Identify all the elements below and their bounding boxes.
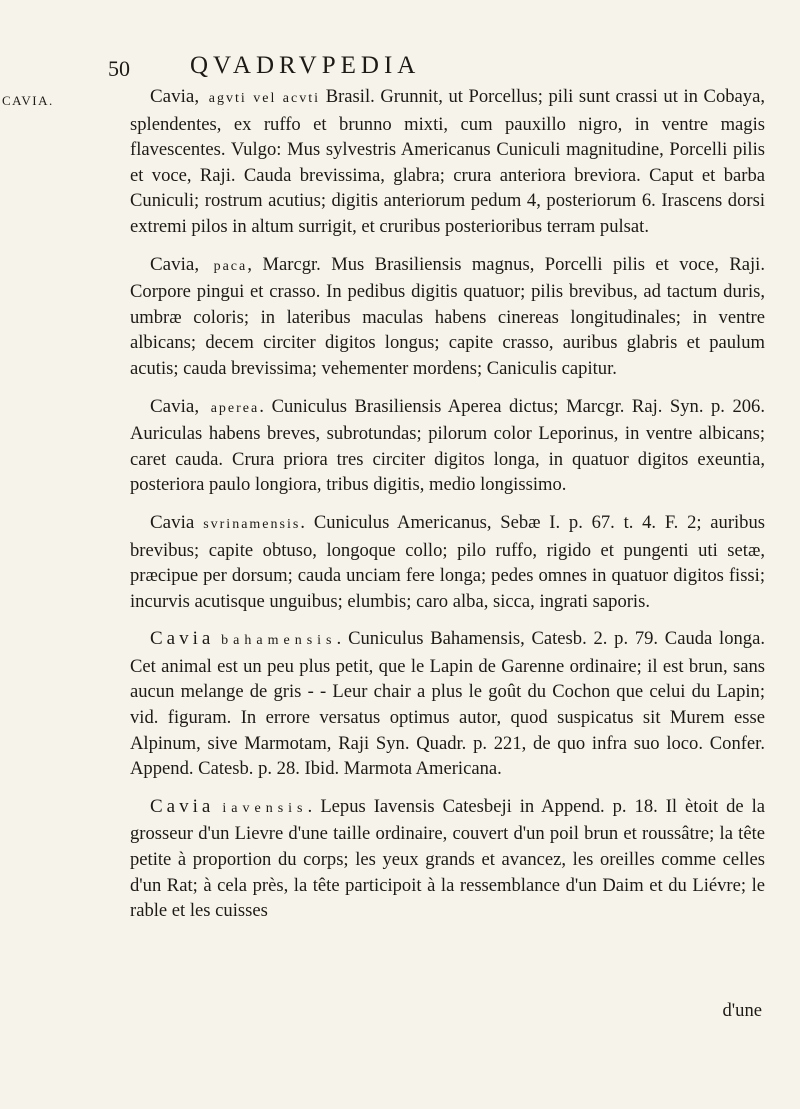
entry-term: Cavia, paca, [150,253,263,275]
entry-text: Cuniculus Brasiliensis Aperea dictus; Marcgr. Raj. Syn. p. 206. Auriculas habens breves, subrotundas; pilorum color Leporinus, in ventre albicans; caret cauda. Crura priora tres circiter digitos longa, in quatuor digitos exeuntia, posteriora paulo longiora, tribus digitis, medio longissimo. [130,395,766,496]
catchword: d'une [722,1000,762,1021]
entry-term: Cavia svrinamensis. [150,511,314,533]
entry-text: Marcgr. Mus Brasiliensis magnus, Porcelli pilis et voce, Raji. Corpore pingui et crasso. In pedibus digitis quatuor; pilis brevibus, ad tactum duris, umbræ coloris; in lateribus maculas habens cinereas longitudinales; in ventre albicans; decem circiter digitos longus; capite crasso, auribus glabris et paulum acutis; cauda brevissima; vehementer mordens; Caniculis capitur. [130,253,765,379]
entry-text: Cuniculus Bahamensis, Catesb. 2. p. 79. Cauda longa. Cet animal est un peu plus petit, que le Lapin de Garenne ordinaire; il est brun, sans aucun melange de gris - - Leur chair a plus le goût du Cochon que celui du Lapin; vid. figuram. In errore versatus optimus autor, quod suspicatus sit Murem esse Alpinum, sive Marmotam, Raji Syn. Quadr. p. 221, de quo infra suo loco. Confer. Append. Catesb. p. 28. Ibid. Marmota Americana. [130,628,766,780]
entry-text: Brasil. Grunnit, ut Porcellus; pili sunt crassi ut in Cobaya, splendentes, ex ruffo et brunno mixti, cum pauxillo nigro, in ventre magis flavescentes. Vulgo: Mus sylvestris Americanus Cuniculi magnitudine, Porcelli pilis et voce, Raji. Cauda brevissima, glabra; crura anteriora breviora. Caput et barba Cuniculi; rostrum acutius; digitis anteriorum pedum 4, posteriorum 6. Irascens dorsi extremi pilos in altum surrigit, et cruribus posterioribus terram pulsat. [130,86,765,237]
entry-term: Cavia bahamensis. [150,628,349,650]
entry-text: Lepus Iavensis Catesbeji in Append. p. 18. Il ètoit de la grosseur d'un Lievre d'une taille ordinaire, couvert d'un poil brun et roussâtre; la tête petite à proportion du corps; les yeux grands et avancez, les oreilles comme celles d'un Rat; à cela près, la tête participoit à la ressemblance d'un Daim et du Liévre; le rable et les cuisses [130,795,765,922]
entry-text: Cuniculus Americanus, Sebæ I. p. 67. t. 4. F. 2; auribus brevibus; capite obtuso, longoque collo; pilo ruffo, rigido et pungenti uti setæ, præcipue per dorsum; cauda unciam fere longa; pedes omnes in quatuor digitos fissi; incurvis acutisque unguibus; elumbis; caro alba, sicca, ingrati saporis. [130,511,766,612]
entry-bahamensis [130,626,765,782]
running-title: QVADRVPEDIA [190,52,421,79]
entry-term: Cavia iavensis. [150,795,321,817]
entry-term: Cavia, aperea. [150,395,272,417]
entry-term: Cavia, agvti vel acvti [150,86,320,107]
main-text [130,84,765,936]
entry-paca [130,252,765,382]
entry-surinamensis [130,510,765,614]
margin-genus-label: CAVIA. [2,93,54,108]
page-number: 50 [108,56,130,81]
entry-agouti [130,84,765,240]
entry-iavensis [130,794,765,924]
entry-aperea [130,394,765,498]
